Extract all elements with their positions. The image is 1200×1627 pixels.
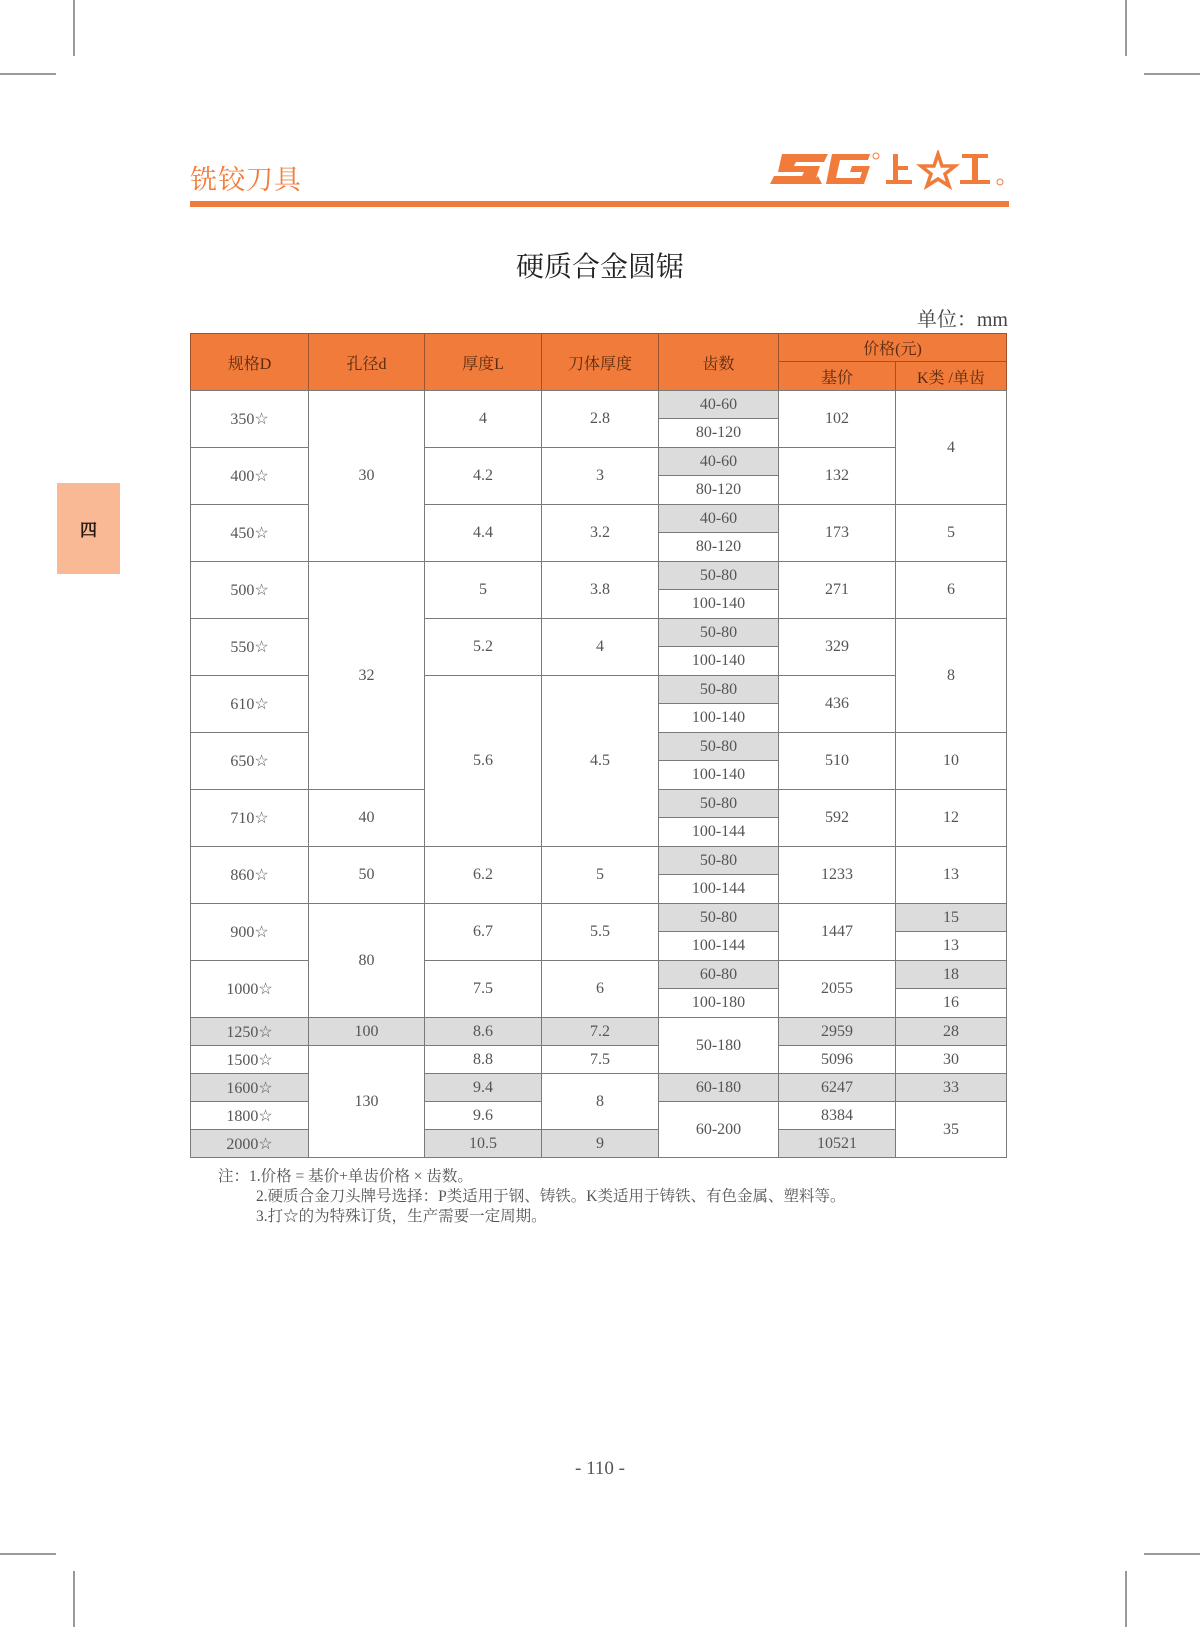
cell-body-thickness: 3.8 [541,561,659,619]
cell-base-price: 173 [778,504,896,562]
cell-spec: 860☆ [190,846,309,904]
cell-body-thickness: 3 [541,447,659,505]
cell-bore: 100 [308,1017,425,1046]
cell-per-tooth: 10 [895,732,1007,790]
cell-teeth: 50-80 [658,789,779,818]
cell-spec: 650☆ [190,732,309,790]
cell-per-tooth: 4 [895,390,1007,505]
header-body-thickness: 刀体厚度 [541,333,659,391]
crop-mark [1125,0,1127,56]
note-1: 注：1.价格 = 基价+单齿价格 × 齿数。 [218,1168,473,1185]
cell-bore: 32 [308,561,425,790]
header-base-price: 基价 [778,361,896,391]
cell-per-tooth: 15 [895,903,1007,932]
cell-body-thickness: 7.2 [541,1017,659,1046]
cell-teeth: 40-60 [658,390,779,419]
cell-spec: 500☆ [190,561,309,619]
crop-mark [73,0,75,56]
cell-teeth: 40-60 [658,504,779,533]
cell-teeth: 100-140 [658,703,779,733]
note-3: 3.打☆的为特殊订货，生产需要一定周期。 [256,1208,547,1225]
cell-spec: 1250☆ [190,1017,309,1046]
cell-thickness: 8.6 [424,1017,542,1046]
cell-spec: 710☆ [190,789,309,847]
cell-base-price: 436 [778,675,896,733]
cell-per-tooth: 6 [895,561,1007,619]
cell-per-tooth: 8 [895,618,1007,733]
cell-teeth: 100-144 [658,817,779,847]
cell-spec: 610☆ [190,675,309,733]
cell-per-tooth: 30 [895,1045,1007,1074]
cell-teeth: 100-144 [658,874,779,904]
header-thickness: 厚度L [424,333,542,391]
cell-body-thickness: 4 [541,618,659,676]
cell-body-thickness: 9 [541,1129,659,1158]
cell-spec: 450☆ [190,504,309,562]
cell-teeth: 50-80 [658,903,779,932]
cell-body-thickness: 5 [541,846,659,904]
unit-label: 单位：mm [916,309,1008,331]
crop-mark [1125,1571,1127,1627]
chapter-tab [57,483,120,574]
cell-spec: 1600☆ [190,1073,309,1102]
header-teeth: 齿数 [658,333,779,391]
cell-teeth: 50-80 [658,675,779,704]
cell-body-thickness: 7.5 [541,1045,659,1074]
cell-teeth: 100-144 [658,931,779,961]
cell-bore: 30 [308,390,425,562]
cell-body-thickness: 4.5 [541,675,659,847]
header-price: 价格(元) [778,333,1007,362]
page-number: - 110 - [575,1458,625,1479]
cell-teeth: 50-180 [658,1017,779,1074]
cell-thickness: 10.5 [424,1129,542,1158]
cell-per-tooth: 12 [895,789,1007,847]
cell-base-price: 271 [778,561,896,619]
cell-base-price: 2055 [778,960,896,1018]
cell-bore: 50 [308,846,425,904]
cell-base-price: 102 [778,390,896,448]
cell-spec: 900☆ [190,903,309,961]
cell-teeth: 50-80 [658,846,779,875]
sg-logo-icon [770,150,1010,194]
cell-thickness: 4.2 [424,447,542,505]
cell-teeth: 40-60 [658,447,779,476]
cell-spec: 550☆ [190,618,309,676]
cell-thickness: 4.4 [424,504,542,562]
cell-base-price: 8384 [778,1101,896,1130]
cell-per-tooth: 18 [895,960,1007,989]
cell-teeth: 80-120 [658,532,779,562]
cell-thickness: 8.8 [424,1045,542,1074]
cell-per-tooth: 35 [895,1101,1007,1158]
cell-thickness: 4 [424,390,542,448]
cell-base-price: 2959 [778,1017,896,1046]
cell-base-price: 10521 [778,1129,896,1158]
cell-teeth: 80-120 [658,418,779,448]
header-per-tooth: K类 /单齿 [895,361,1007,391]
cell-spec: 1800☆ [190,1101,309,1130]
notes [218,1167,845,1227]
cell-base-price: 592 [778,789,896,847]
cell-per-tooth: 16 [895,988,1007,1018]
cell-thickness: 5.6 [424,675,542,847]
cell-teeth: 50-80 [658,618,779,647]
cell-teeth: 100-140 [658,760,779,790]
cell-body-thickness: 3.2 [541,504,659,562]
cell-bore: 130 [308,1045,425,1158]
crop-mark [0,1553,56,1555]
crop-mark [1144,1553,1200,1555]
cell-thickness: 9.6 [424,1101,542,1130]
cell-teeth: 100-140 [658,646,779,676]
brand-logo [770,150,1010,194]
cell-thickness: 5 [424,561,542,619]
cell-spec: 1000☆ [190,960,309,1018]
header-rule [190,201,1009,207]
cell-bore: 80 [308,903,425,1018]
cell-teeth: 80-120 [658,475,779,505]
cell-teeth: 100-180 [658,988,779,1018]
cell-thickness: 6.7 [424,903,542,961]
cell-per-tooth: 28 [895,1017,1007,1046]
cell-teeth: 100-140 [658,589,779,619]
page-title: 硬质合金圆锯 [515,250,684,283]
cell-spec: 400☆ [190,447,309,505]
crop-mark [1144,73,1200,75]
cell-per-tooth: 13 [895,931,1007,961]
cell-teeth: 50-80 [658,561,779,590]
cell-spec: 2000☆ [190,1129,309,1158]
header-bore: 孔径d [308,333,425,391]
cell-base-price: 5096 [778,1045,896,1074]
cell-base-price: 1447 [778,903,896,961]
cell-thickness: 6.2 [424,846,542,904]
cell-base-price: 329 [778,618,896,676]
cell-body-thickness: 5.5 [541,903,659,961]
cell-base-price: 132 [778,447,896,505]
cell-thickness: 7.5 [424,960,542,1018]
cell-per-tooth: 13 [895,846,1007,904]
cell-body-thickness: 2.8 [541,390,659,448]
cell-per-tooth: 33 [895,1073,1007,1102]
cell-bore: 40 [308,789,425,847]
cell-per-tooth: 5 [895,504,1007,562]
cell-base-price: 1233 [778,846,896,904]
cell-base-price: 510 [778,732,896,790]
cell-teeth: 60-80 [658,960,779,989]
cell-spec: 350☆ [190,390,309,448]
cell-body-thickness: 8 [541,1073,659,1130]
cell-teeth: 50-80 [658,732,779,761]
crop-mark [0,73,56,75]
header-spec: 规格D [190,333,309,391]
cell-body-thickness: 6 [541,960,659,1018]
cell-teeth: 60-200 [658,1101,779,1158]
cell-spec: 1500☆ [190,1045,309,1074]
cell-thickness: 9.4 [424,1073,542,1102]
cell-base-price: 6247 [778,1073,896,1102]
note-2: 2.硬质合金刀头牌号选择：P类适用于钢、铸铁。K类适用于铸铁、有色金属、塑料等。 [256,1188,846,1205]
cell-teeth: 60-180 [658,1073,779,1102]
chapter-tab-label: 四 [80,521,97,541]
cell-thickness: 5.2 [424,618,542,676]
section-title: 铣铰刀具 [190,165,302,196]
crop-mark [73,1571,75,1627]
